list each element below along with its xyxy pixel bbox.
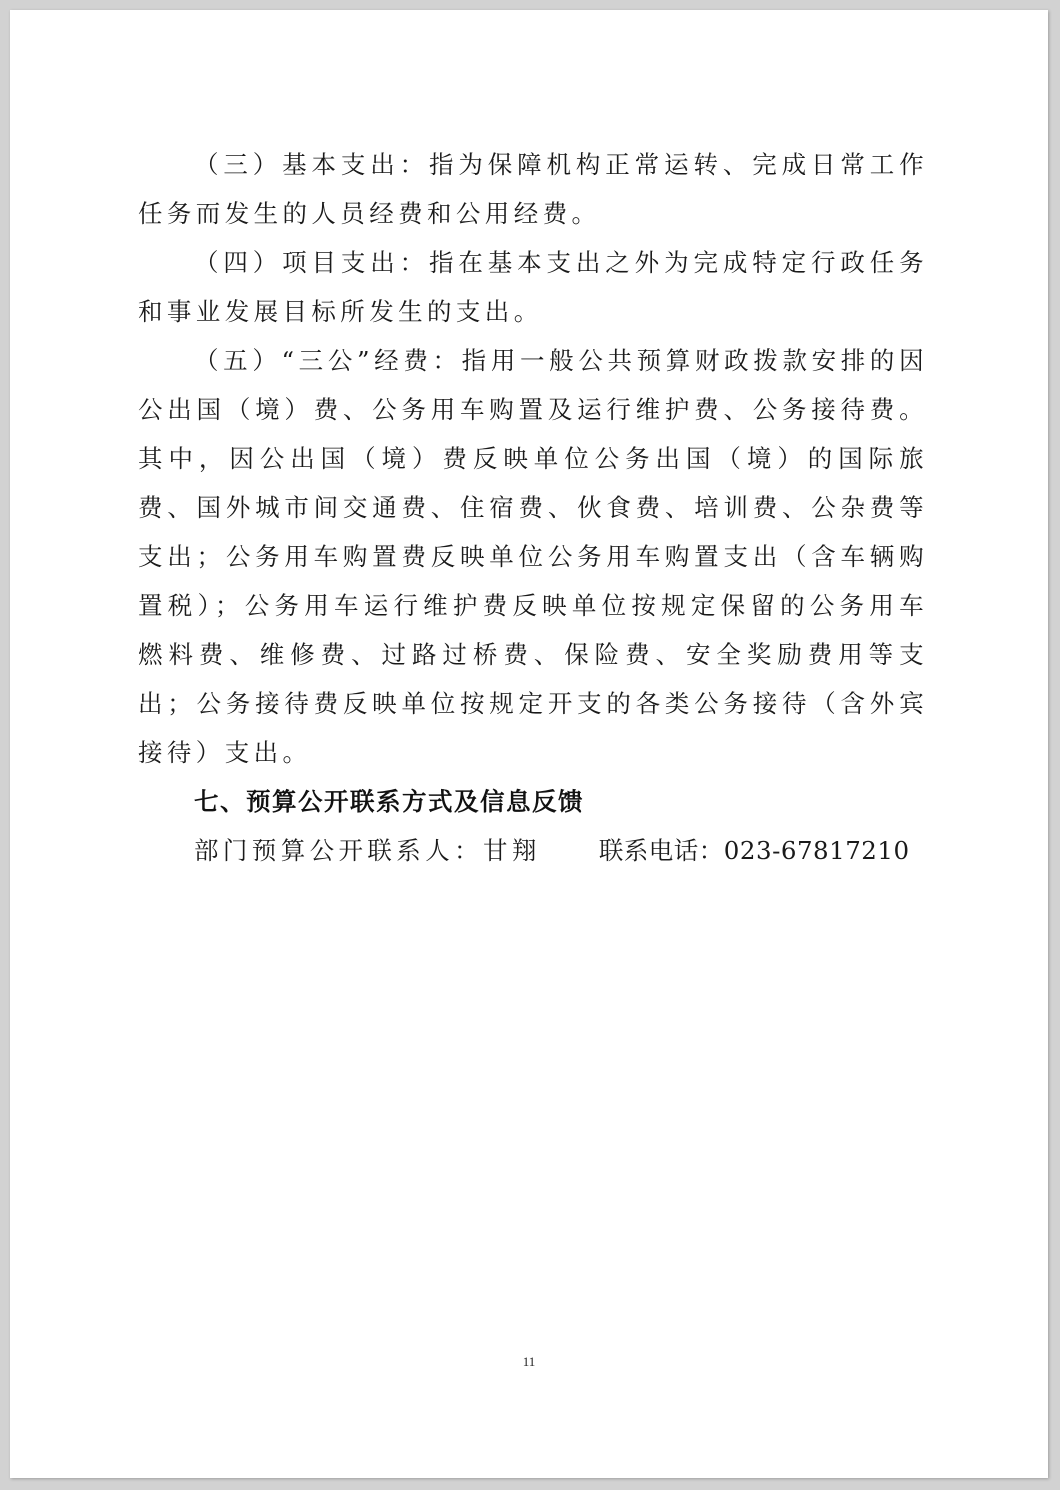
paragraph-project-expenditure: （四）项目支出：指在基本支出之外为完成特定行政任务和事业发展目标所发生的支出。 (138, 248, 928, 326)
contact-phone: 联系电话：023-67817210 (598, 836, 910, 865)
paragraph-three-public-expenses: （五）“三公”经费：指用一般公共预算财政拨款安排的因公出国（境）费、公务用车购置及运行维护费、公务接待费。其中，因公出国（境）费反映单位公务出国（境）的国际旅费、国外城市间交通费、住宿费、伙食费、培训费、公杂费等支出；公务用车购置费反映单位公务用车购置支出（含车辆购置税）；公务用车运行维护费反映单位按规定保留的公务用车燃料费、维修费、过路过桥费、保险费、安全奖励费用等支出；公务接待费反映单位按规定开支的各类公务接待（含外宾接待）支出。 (138, 346, 928, 767)
document-page (10, 10, 1048, 1478)
document-body (138, 140, 928, 875)
page-number: 11 (522, 1354, 536, 1369)
section-heading: 七、预算公开联系方式及信息反馈 (194, 787, 584, 816)
contact-line (138, 826, 928, 875)
paragraph-basic-expenditure: （三）基本支出：指为保障机构正常运转、完成日常工作任务而发生的人员经费和公用经费。 (138, 150, 928, 228)
contact-person: 部门预算公开联系人：甘翔 (194, 836, 541, 865)
